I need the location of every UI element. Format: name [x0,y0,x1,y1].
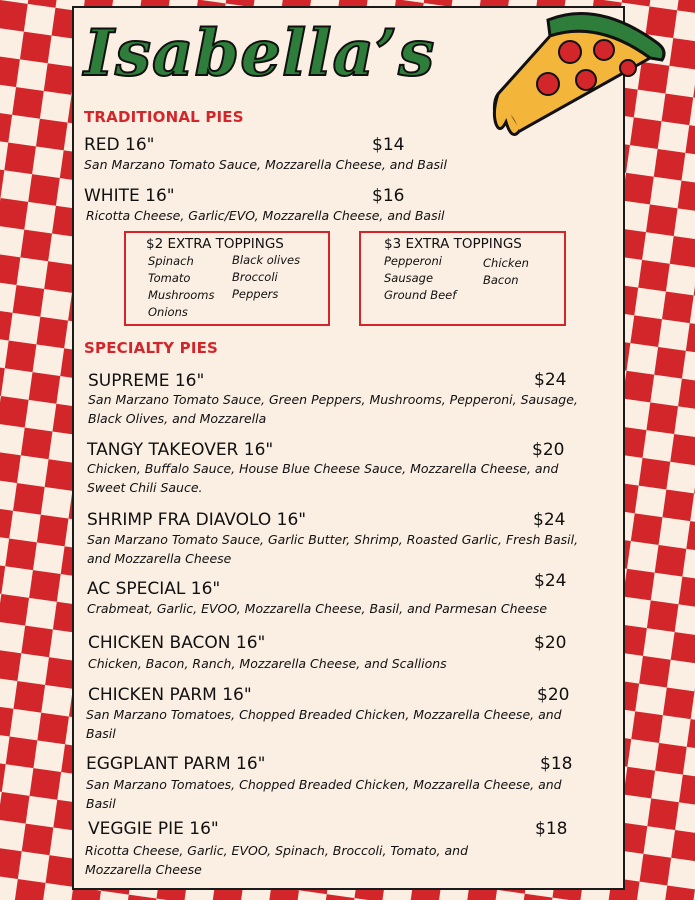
traditional-pies-heading: TRADITIONAL PIES [84,108,244,126]
specialty-item-name: CHICKEN PARM 16" [88,685,252,705]
toppings-list [232,252,300,303]
specialty-item-name: SHRIMP FRA DIAVOLO 16" [87,510,307,530]
specialty-pies-heading: SPECIALTY PIES [84,339,219,357]
specialty-item-price: $24 [534,571,567,591]
specialty-item-name: EGGPLANT PARM 16" [86,754,266,774]
specialty-item-desc: Chicken, Bacon, Ranch, Mozzarella Cheese, and Scallions [88,656,447,671]
specialty-item-name: TANGY TAKEOVER 16" [87,440,274,460]
toppings-list [148,253,214,321]
topping-item: Tomato [148,271,191,285]
specialty-item-name: SUPREME 16" [88,371,205,391]
specialty-item-desc: San Marzano Tomato Sauce, Garlic Butter, Shrimp, Roasted Garlic, Fresh Basil, and Mozzarella Cheese [87,532,579,566]
specialty-item-price: $18 [535,819,568,839]
traditional-item-price: $14 [372,135,405,155]
specialty-item-price: $24 [533,510,566,530]
topping-item: Pepperoni [384,254,442,268]
specialty-item-name: VEGGIE PIE 16" [88,819,219,839]
specialty-item-name: CHICKEN BACON 16" [88,633,266,653]
traditional-item-name: RED 16" [84,135,155,155]
topping-item: Bacon [483,273,519,287]
toppings-box-title: $3 EXTRA TOPPINGS [384,236,522,252]
specialty-item-price: $18 [540,754,573,774]
specialty-item-price: $20 [532,440,565,460]
specialty-item-desc: Chicken, Buffalo Sauce, House Blue Cheese Sauce, Mozzarella Cheese, and Sweet Chili Sauce. [87,461,559,495]
specialty-item-name: AC SPECIAL 16" [87,579,221,599]
specialty-item-desc: San Marzano Tomatoes, Chopped Breaded Chicken, Mozzarella Cheese, and Basil [86,777,562,811]
pizza-slice-icon [478,2,678,152]
specialty-item-desc: San Marzano Tomato Sauce, Green Peppers, Mushrooms, Pepperoni, Sausage, Black Olives, and Mozzarella [88,392,578,426]
specialty-item-price: $20 [537,685,570,705]
topping-item: Broccoli [232,270,278,284]
toppings-list [483,255,529,289]
traditional-item-desc: San Marzano Tomato Sauce, Mozzarella Cheese, and Basil [84,157,447,172]
traditional-item-desc: Ricotta Cheese, Garlic/EVO, Mozzarella Cheese, and Basil [86,208,445,223]
topping-item: Peppers [232,287,279,301]
specialty-item-desc: San Marzano Tomatoes, Chopped Breaded Chicken, Mozzarella Cheese, and Basil [86,707,562,741]
toppings-list [384,253,456,304]
specialty-item-price: $24 [534,370,567,390]
specialty-item-desc: Crabmeat, Garlic, EVOO, Mozzarella Cheese, Basil, and Parmesan Cheese [87,601,548,616]
topping-item: Ground Beef [384,288,457,302]
topping-item: Black olives [232,253,301,267]
topping-item: Sausage [384,271,434,285]
restaurant-logo: Isabella’s [84,16,436,91]
topping-item: Chicken [483,256,529,270]
topping-item: Onions [148,305,188,319]
topping-item: Mushrooms [148,288,215,302]
traditional-item-name: WHITE 16" [84,186,175,206]
toppings-box-title: $2 EXTRA TOPPINGS [146,236,284,252]
specialty-item-desc: Ricotta Cheese, Garlic, EVOO, Spinach, Broccoli, Tomato, and Mozzarella Cheese [85,843,469,877]
traditional-item-price: $16 [372,186,405,206]
topping-item: Spinach [148,254,194,268]
specialty-item-price: $20 [534,633,567,653]
